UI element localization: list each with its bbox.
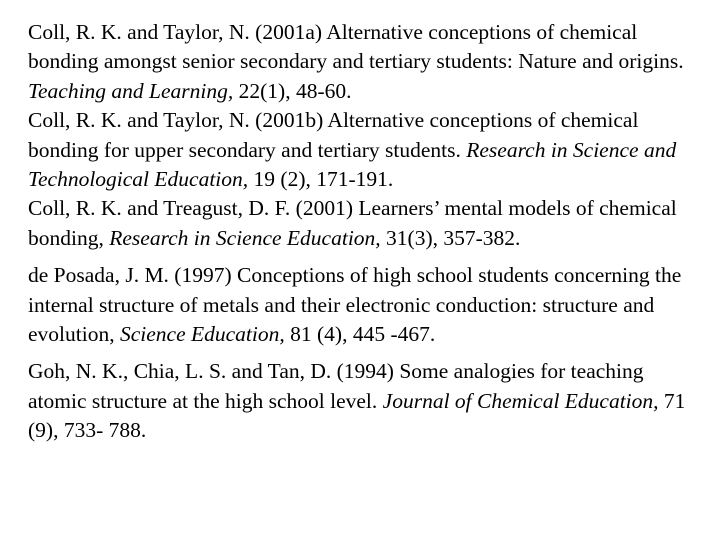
reference-coll-taylor-2001b bbox=[28, 106, 700, 194]
reference-journal: Research in Science Education, bbox=[109, 225, 381, 250]
reference-journal: Research in Science and Technological Education, bbox=[28, 137, 677, 192]
reference-journal: Teaching and Learning, bbox=[28, 78, 234, 103]
reference-group-de-posada bbox=[28, 261, 700, 349]
reference-text: Coll, R. K. and Taylor, N. (2001a) Alternative conceptions of chemical bonding amongst senior secondary and tertiary students: Nature and origins. bbox=[28, 20, 684, 74]
reference-text: Coll, R. K. and Taylor, N. (2001b) Alternative conceptions of chemical bonding for upper secondary and tertiary students. bbox=[28, 108, 639, 162]
reference-journal: Journal of Chemical Education, bbox=[382, 388, 659, 413]
reference-goh-1994 bbox=[28, 357, 700, 445]
reference-group-goh bbox=[28, 357, 700, 445]
reference-journal: Science Education, bbox=[119, 322, 285, 347]
reference-coll-taylor-2001a bbox=[28, 18, 700, 106]
reference-group-coll bbox=[28, 18, 700, 253]
reference-coll-treagust-2001 bbox=[28, 194, 700, 253]
reference-text: Coll, R. K. and Treagust, D. F. (2001) Learners’ mental models of chemical bonding, bbox=[28, 196, 677, 250]
reference-volume-pages: 31(3), 357-382. bbox=[380, 225, 521, 250]
reference-volume-pages: 81 (4), 445 -467. bbox=[284, 322, 436, 347]
reference-volume-pages: 22(1), 48-60. bbox=[233, 78, 352, 103]
reference-volume-pages: 71 (9), 733- 788. bbox=[28, 388, 686, 443]
reference-de-posada-1997 bbox=[28, 261, 700, 349]
reference-text: Goh, N. K., Chia, L. S. and Tan, D. (1994) Some analogies for teaching atomic structure at the high school level. bbox=[28, 359, 644, 413]
paragraph-gap bbox=[28, 253, 700, 261]
reference-list bbox=[28, 18, 700, 446]
reference-text: de Posada, J. M. (1997) Conceptions of high school students concerning the internal structure of metals and their electronic conduction: structure and evolution, bbox=[28, 263, 682, 347]
paragraph-gap bbox=[28, 349, 700, 357]
reference-volume-pages: 19 (2), 171-191. bbox=[248, 167, 394, 192]
